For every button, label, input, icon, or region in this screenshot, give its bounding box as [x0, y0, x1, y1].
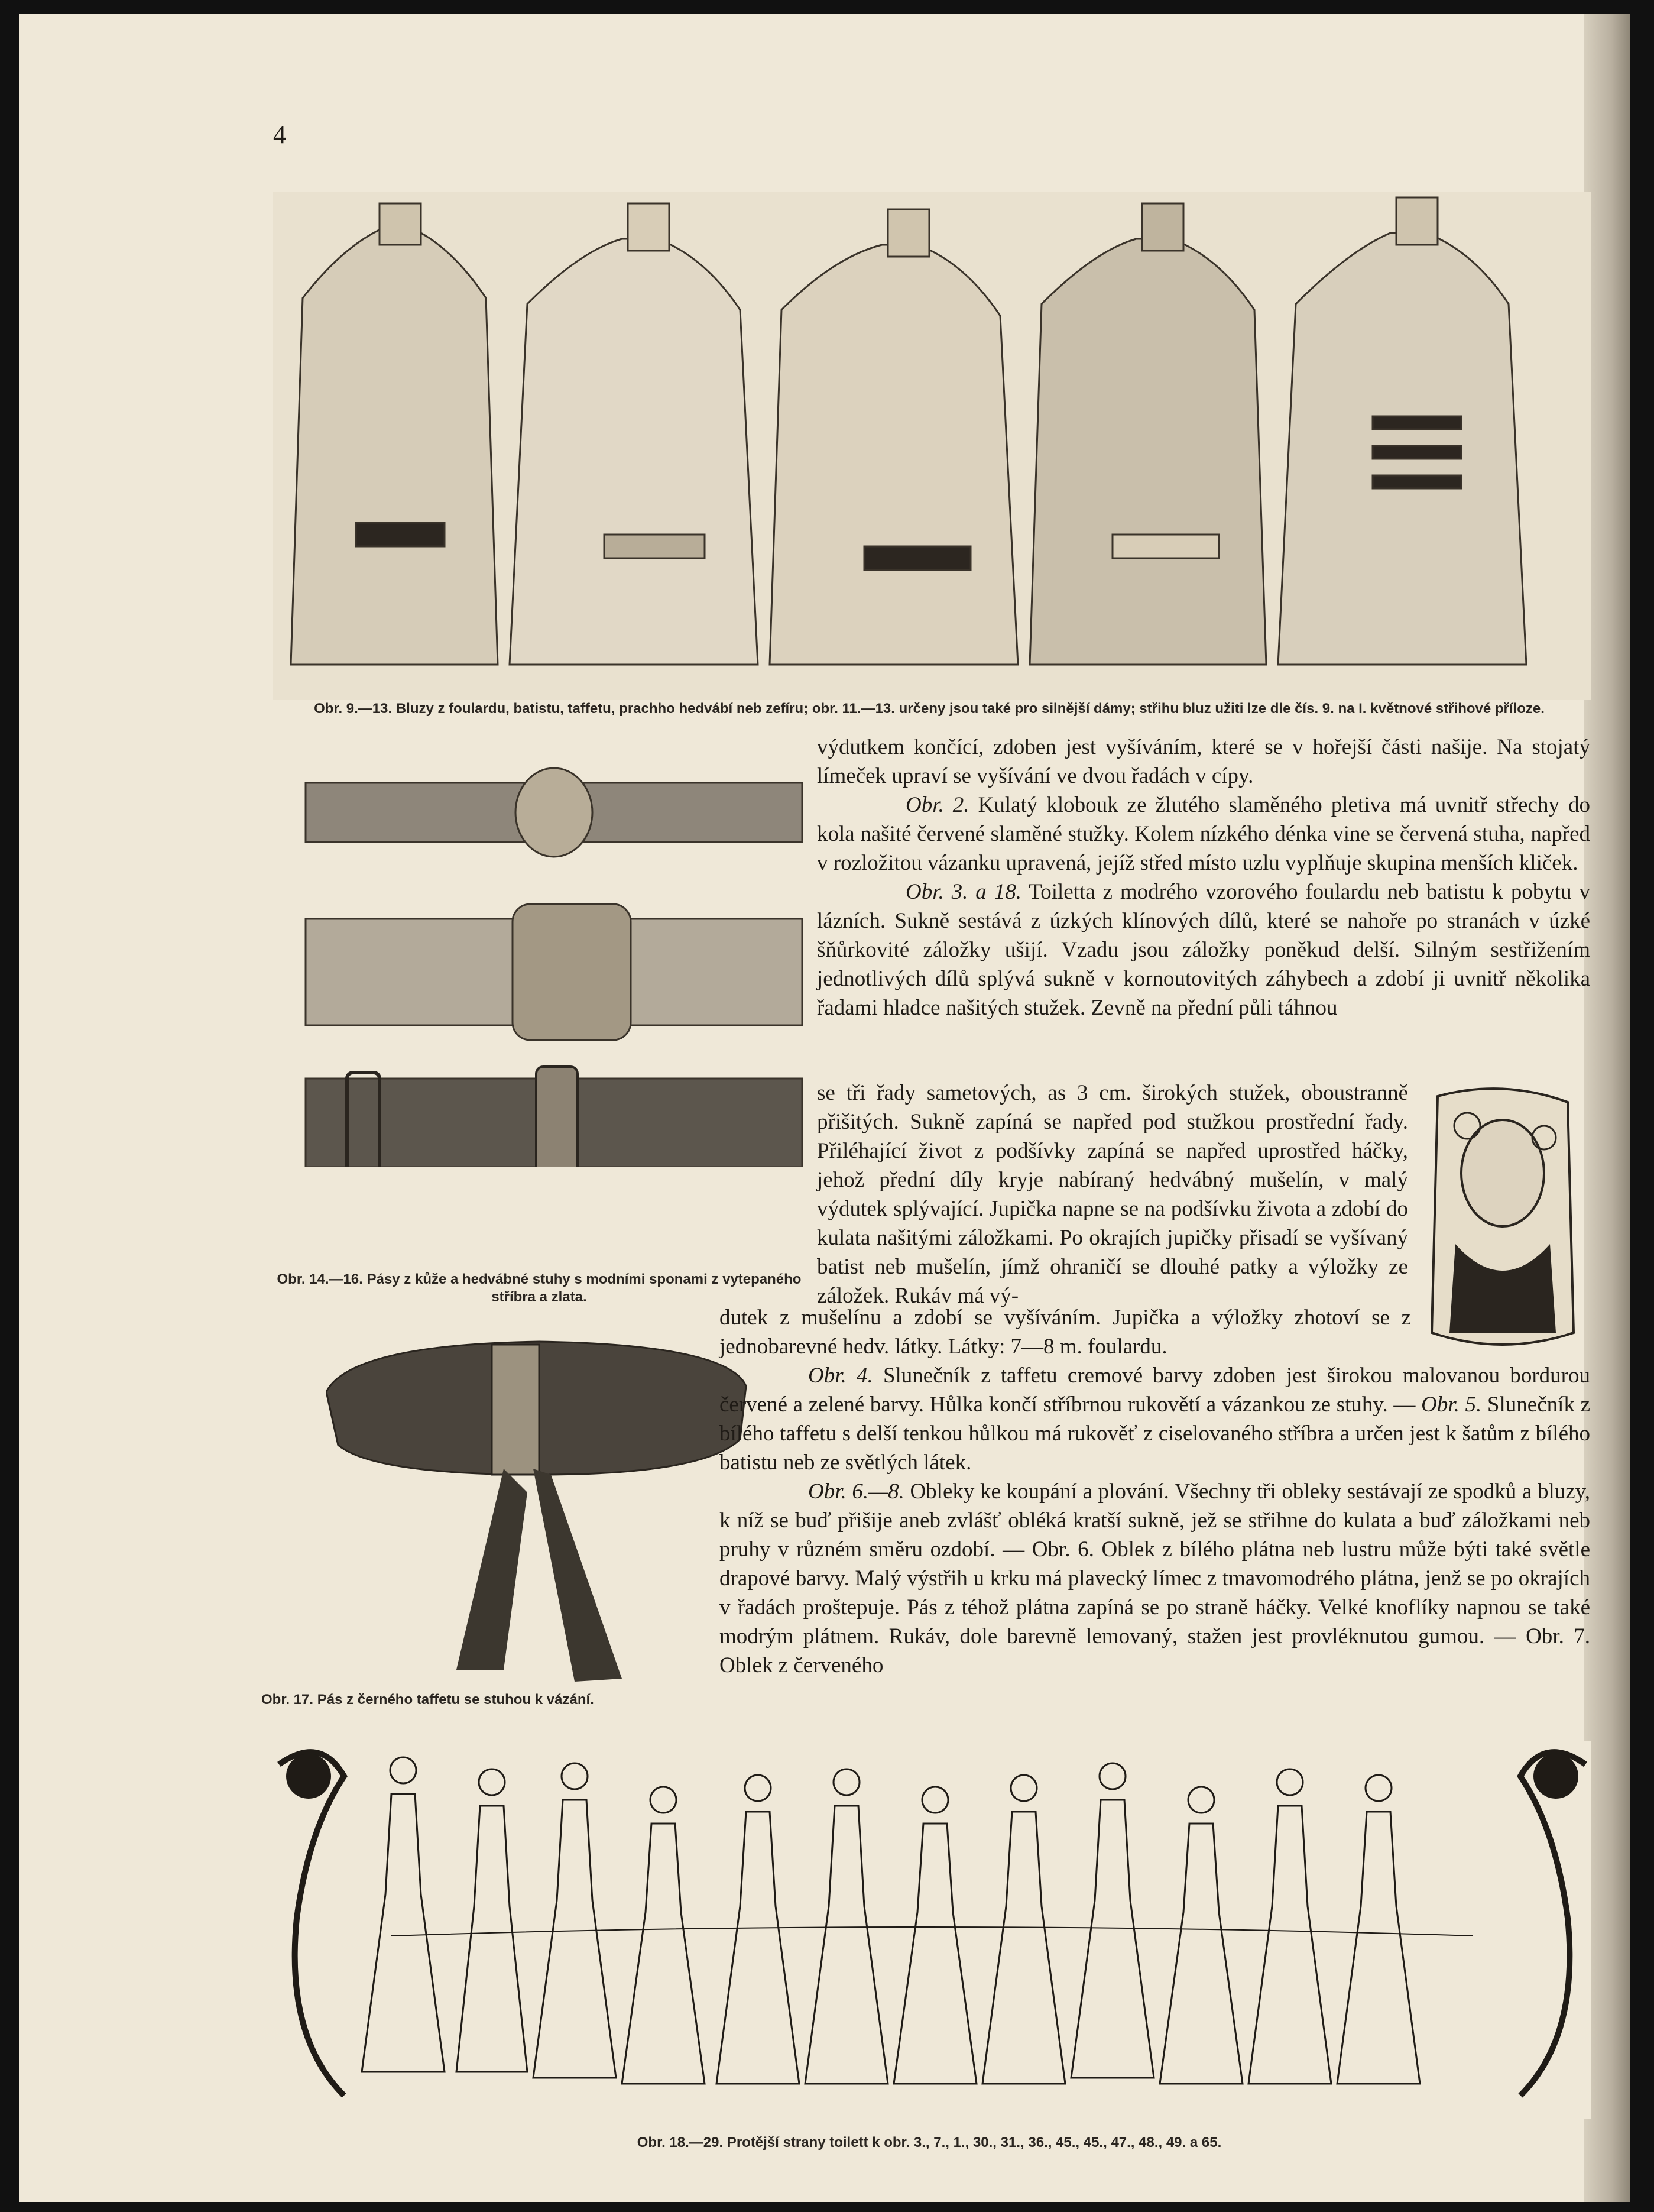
- belt-clasp: [513, 904, 631, 1040]
- sash-buckle: [492, 1345, 539, 1475]
- belts-caption: Obr. 14.—16. Pásy z kůže a hedvábné stuhy s modními sponami z vytepaného stříbra a zlata.: [277, 1271, 802, 1305]
- text-column-upper: [817, 733, 1590, 1022]
- figure-ref: Obr. 5.: [1421, 1392, 1482, 1417]
- page-number: 4: [273, 120, 286, 149]
- paragraph: výdutkem končící, zdoben jest vyšíváním, které se v hořejší části našije. Na stojatý límeček upraví se vyšívání ve dvou řadách v cípy.: [817, 735, 1590, 788]
- text-column-lower: [719, 1361, 1590, 1680]
- frieze-caption: Obr. 18.—29. Protější strany toilett k obr. 3., 7., 1., 30., 31., 36., 45., 45., 47., 48., 49. a 65.: [637, 2135, 1222, 2151]
- figure-ref: Obr. 4.: [808, 1364, 873, 1388]
- fashion-frieze: [273, 1741, 1591, 2119]
- paragraph: se tři řady sametových, as 3 cm. širokých stužek, oboustranně přišitých. Sukně zapíná se napřed pod stužkou prostřední řady. Přiléhající život z podšívky zapíná se napřed uprostřed háčky, jehož přední díly kryje nabíraný hedvábný mušelín, v malý výdutek splývající. Jupička napne se na podšívku života a zdobí do kulata našitými záložkami. Po okrajích jupičky přisadí se vyšívaný batist neb mušelín, jímž ohraničí se dlouhé patky a výložky ze záložek. Rukáv má vý-: [817, 1081, 1408, 1308]
- belt-clasp: [515, 768, 592, 857]
- paragraph: Obr. 6.—8. Obleky ke koupání a plování. Všechny tři obleky sestávají ze spodků a bluzy, k níž se buď přišije aneb zvlášť obléká kratší sukně, jež se střihne do kulata a buď záložkami neb pruhy v různém směru ozdobí. — Obr. 6. Oblek z bílého plátna neb lustru může býti také světle drapové barvy. Malý výstřih u krku má plavecký límec z tmavomodrého plátna, jenž se po okrajích v řadách proštepuje. Pás z téhož plátna zapíná se po straně háčky. Velké knoflíky napnou se také modrým plátnem. Rukáv, dole barevně lemovaný, stažen jest provléknutou gumou. — Obr. 7. Oblek z červeného: [719, 1479, 1591, 1677]
- sash-caption: Obr. 17. Pás z černého taffetu se stuhou k vázání.: [261, 1692, 594, 1708]
- blouses-illustration: [273, 192, 1591, 700]
- figure-ref: Obr. 6.—8.: [808, 1479, 904, 1504]
- belt-clasp: [536, 1067, 578, 1167]
- paragraph: Obr. 4. Slunečník z taffetu cremové barvy zdoben jest širokou malovanou bordurou červené a zelené barvy. Hůlka končí stříbrnou rukovětí a vázankou ze stuhy. — Obr. 5. Slunečník z bílého taffetu s delší tenkou hůlkou má rukověť z ciselovaného stříbra a určen jest k šatům z bílého batistu neb ze světlých látek.: [719, 1364, 1590, 1475]
- blouses-caption: Obr. 9.—13. Bluzy z foulardu, batistu, taffetu, prachho hedvábí neb zefíru; obr. 11.—13. určeny jsou také pro silnější dámy; střihu bluz užiti lze dle čís. 9. na I. květnové střihové příloze.: [314, 701, 1545, 717]
- paragraph: dutek z mušelínu a zdobí se vyšíváním. Jupička a výložky zhotoví se z jednobarevné hedv. látky. Látky: 7—8 m. foulardu.: [719, 1306, 1411, 1359]
- belts-illustration: [294, 765, 814, 1167]
- paragraph: Obr. 3. a 18. Toiletta z modrého vzorového foulardu neb batistu k pobytu v lázních. Sukně sestává z úzkých klínových dílů, které se nahoře po stranách v úzké šňůrkovité záložky ušijí. Vzadu jsou záložky poněkud delší. Silným sestřižením jednotlivých dílů splývá sukně v kornoutovitých záhybech a zdobí ji uvnitř několika řadami hladce našitých stužek. Zevně na přední půli táhnou: [817, 880, 1590, 1020]
- text-column-narrow: [817, 1079, 1408, 1310]
- figure-ref: Obr. 3. a 18.: [906, 880, 1021, 904]
- magazine-page: [19, 14, 1630, 2202]
- sash-illustration: [326, 1339, 752, 1682]
- paragraph: Obr. 2. Kulatý klobouk ze žlutého slaměného pletiva má uvnitř střechy do kola našité červené slaměné stužky. Kolem nízkého dénka vine se červená stuha, napřed v rozložitou vázanku upravená, jejíž střed místo uzlu vyplňuje skupina menších kliček.: [817, 793, 1590, 875]
- portrait-vignette: [1420, 1084, 1585, 1350]
- figure-ref: Obr. 2.: [906, 793, 969, 817]
- text-column-middle: [719, 1303, 1411, 1361]
